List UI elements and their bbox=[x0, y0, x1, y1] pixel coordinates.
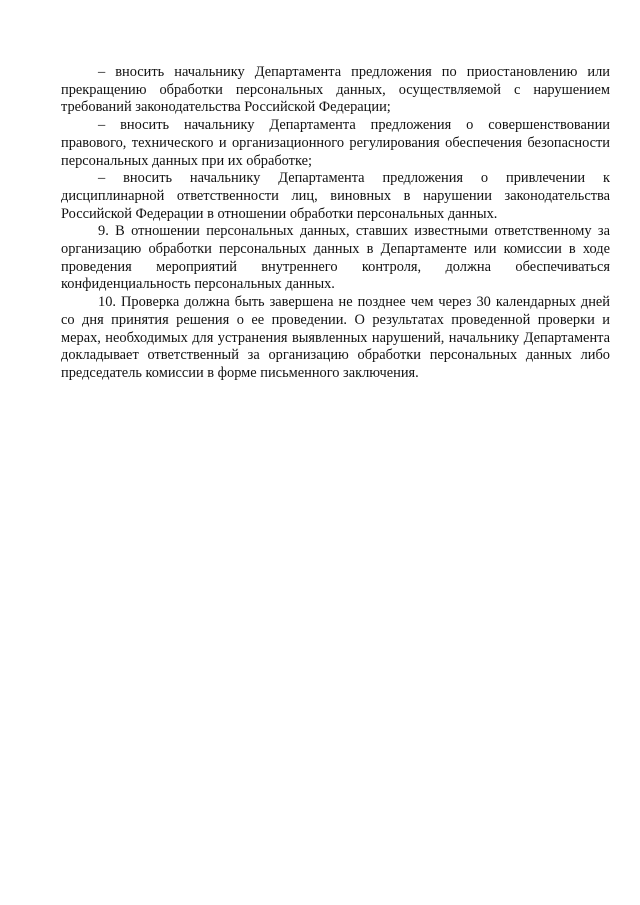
paragraph-9-confidentiality: 9. В отношении персональных данных, ставших известными ответственному за организацию обработки персональных данных в Департаменте или комиссии в ходе проведения мероприятий внутреннего контроля, должна обеспечиваться конфиденциальность персональных данных. bbox=[61, 223, 610, 293]
paragraph-10-inspection-deadline: 10. Проверка должна быть завершена не позднее чем через 30 календарных дней со дня принятия решения о ее проведении. О результатах проведенной проверки и мерах, необходимых для устранения выявленных нарушений, начальнику Департамента докладывает ответственный за организацию обработки персональных данных либо председатель комиссии в форме письменного заключения. bbox=[61, 294, 610, 381]
paragraph-disciplinary-liability: – вносить начальнику Департамента предложения о привлечении к дисциплинарной ответственности лиц, виновных в нарушении законодательства Российской Федерации в отношении обработки персональных данных. bbox=[61, 170, 610, 222]
document-body bbox=[61, 64, 610, 383]
paragraph-improve-regulation: – вносить начальнику Департамента предложения о совершенствовании правового, технического и организационного регулирования обеспечения безопасности персональных данных при их обработке; bbox=[61, 117, 610, 169]
paragraph-suspend-processing: – вносить начальнику Департамента предложения по приостановлению или прекращению обработки персональных данных, осуществляемой с нарушением требований законодательства Российской Федерации; bbox=[61, 64, 610, 116]
